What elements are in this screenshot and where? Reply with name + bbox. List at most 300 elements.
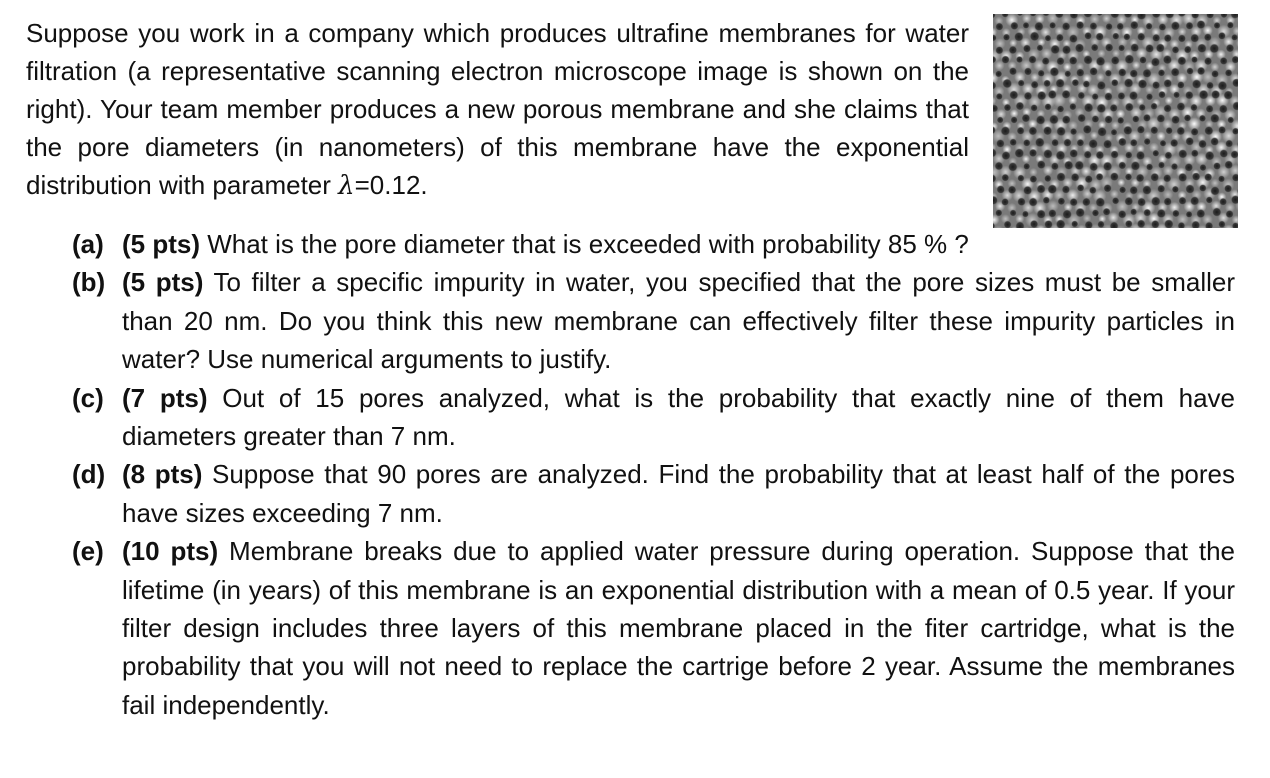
sem-pore: [1096, 173, 1104, 181]
sem-pore: [1192, 172, 1201, 181]
sem-pore: [1192, 79, 1202, 89]
sem-pore: [1069, 103, 1077, 111]
sem-pore: [995, 209, 1003, 217]
intro-text-after: =0.12.: [354, 170, 428, 200]
sem-pore: [1129, 186, 1138, 195]
part-points: (7 pts): [122, 382, 208, 413]
sem-pore: [1204, 126, 1214, 136]
sem-pore: [1049, 22, 1056, 29]
sem-ridge-highlight: [1096, 73, 1105, 82]
sem-pore: [1171, 21, 1181, 31]
sem-pore: [1096, 103, 1106, 113]
sem-pore: [1014, 32, 1024, 42]
sem-pore: [1063, 138, 1072, 147]
sem-pore: [1190, 104, 1198, 112]
sem-pore: [1036, 184, 1046, 194]
sem-pore: [1219, 104, 1228, 113]
sem-pore: [1156, 43, 1166, 53]
sem-pore: [1031, 81, 1039, 89]
sem-pore: [1170, 139, 1179, 148]
sem-pore: [1163, 174, 1172, 183]
sem-pore: [1062, 22, 1071, 31]
sem-pore: [1062, 209, 1072, 219]
sem-pore: [1163, 79, 1172, 88]
sem-pore: [1211, 70, 1219, 78]
sem-pore: [1029, 175, 1037, 183]
sem-pore: [1001, 55, 1010, 64]
part-text: What is the pore diameter that is exceeded with probability 85 % ?: [200, 229, 969, 259]
sem-pore: [1047, 184, 1057, 194]
question-part-a: [72, 225, 1235, 263]
sem-pore: [1024, 92, 1033, 101]
sem-pore: [1143, 209, 1151, 217]
sem-pore: [1145, 23, 1153, 31]
sem-pore: [1172, 186, 1180, 194]
sem-pore: [1125, 102, 1134, 111]
sem-pore: [1152, 81, 1161, 90]
sem-pore: [1191, 56, 1198, 63]
sem-pore: [1109, 104, 1118, 113]
sem-pore: [1185, 91, 1194, 100]
sem-pore: [1117, 92, 1125, 100]
sem-pore: [1118, 161, 1126, 169]
part-label: (e): [72, 536, 104, 567]
sem-pore: [1074, 160, 1084, 170]
sem-pore: [1104, 92, 1113, 101]
sem-pore: [1009, 67, 1018, 76]
sem-pore: [1190, 33, 1200, 43]
sem-pore: [1008, 162, 1018, 172]
sem-pore: [1069, 34, 1078, 43]
sem-pore: [1022, 22, 1029, 29]
sem-pore: [1178, 34, 1187, 43]
sem-pore: [995, 46, 1004, 55]
sem-pore: [1105, 70, 1113, 78]
problem-intro: [26, 14, 969, 205]
sem-pore: [1213, 162, 1221, 170]
sem-pore: [1199, 164, 1207, 172]
sem-pore: [1220, 57, 1228, 65]
sem-pore: [1199, 184, 1207, 192]
sem-pore: [1150, 103, 1158, 111]
sem-pore: [1206, 196, 1214, 204]
sem-pore: [1210, 113, 1220, 123]
part-label: (c): [72, 382, 104, 413]
sem-pore: [1204, 33, 1212, 41]
sem-pore: [997, 116, 1004, 123]
sem-pore: [1084, 103, 1094, 113]
sem-pore: [1227, 116, 1234, 123]
sem-pore: [1213, 22, 1220, 29]
sem-pore: [1057, 197, 1065, 205]
sem-pore: [1030, 104, 1038, 112]
sem-pore: [1076, 68, 1085, 77]
sem-pore: [1118, 44, 1125, 51]
part-points: (10 pts): [122, 536, 219, 567]
sem-pore: [1198, 90, 1208, 100]
sem-pore: [1023, 186, 1033, 196]
sem-pore: [995, 22, 1004, 31]
sem-pore: [1158, 69, 1166, 77]
sem-pore: [1017, 197, 1026, 206]
sem-pore: [1009, 138, 1017, 146]
sem-pore: [1185, 184, 1195, 194]
sem-pore: [1197, 43, 1207, 53]
sem-pore: [1076, 139, 1084, 147]
sem-pore: [1089, 22, 1097, 30]
sem-pore: [1210, 137, 1219, 146]
sem-pore: [1152, 34, 1161, 43]
sem-pore: [1139, 56, 1147, 64]
part-label: (a): [72, 229, 104, 259]
sem-pore: [1049, 67, 1059, 77]
lambda-symbol: λ: [338, 171, 355, 201]
sem-pore: [1083, 55, 1093, 65]
sem-pore: [1163, 197, 1172, 206]
sem-pore: [1117, 117, 1125, 125]
sem-pore: [1056, 172, 1066, 182]
sem-pore: [1037, 160, 1046, 169]
sem-pore: [1023, 139, 1031, 147]
sem-pore: [1021, 114, 1030, 123]
sem-pore: [1205, 105, 1214, 114]
sem-pore: [1218, 175, 1225, 182]
sem-pore: [1110, 172, 1119, 181]
part-points: (5 pts): [122, 229, 200, 259]
sem-pore: [1123, 125, 1133, 135]
sem-pore: [1163, 55, 1173, 65]
sem-pore: [1125, 151, 1133, 159]
sem-pore: [1089, 186, 1097, 194]
sem-pore: [1138, 79, 1148, 89]
sem-pore: [1225, 210, 1234, 219]
sem-pore: [1165, 127, 1173, 135]
sem-pore: [1017, 174, 1025, 182]
sem-pore: [1151, 196, 1161, 206]
sem-pore: [996, 93, 1003, 100]
sem-pore: [1023, 163, 1030, 170]
sem-pore: [1130, 43, 1139, 52]
sem-pore: [1083, 80, 1091, 88]
sem-pore: [1184, 163, 1193, 172]
sem-pore: [1184, 114, 1192, 122]
sem-pore: [1062, 185, 1071, 194]
sem-pore: [1196, 209, 1206, 219]
sem-pore: [1051, 162, 1059, 170]
sem-pore: [1210, 186, 1220, 196]
sem-pore: [1158, 91, 1166, 99]
sem-pore: [1139, 104, 1147, 112]
sem-pore: [1198, 139, 1207, 148]
sem-pore: [1129, 91, 1139, 101]
sem-pore: [1123, 33, 1131, 41]
sem-pore: [1071, 79, 1079, 87]
sem-pore: [1077, 92, 1085, 100]
sem-pore: [1156, 209, 1166, 219]
sem-pore: [1178, 173, 1188, 183]
sem-pore: [1204, 57, 1213, 66]
sem-pore: [1111, 79, 1119, 87]
sem-pore: [1077, 184, 1085, 192]
sem-pore: [1156, 114, 1165, 123]
sem-pore: [1152, 150, 1159, 157]
sem-pore: [1118, 210, 1127, 219]
sem-pore: [1077, 114, 1086, 123]
sem-pore: [1130, 161, 1140, 171]
sem-pore: [1130, 139, 1138, 147]
sem-pore: [1057, 105, 1065, 113]
sem-pore: [1034, 21, 1044, 31]
sem-pore: [1103, 139, 1113, 149]
sem-pore: [1103, 184, 1112, 193]
sem-pore: [1178, 197, 1187, 206]
sem-pore: [1049, 114, 1059, 124]
part-label: (b): [72, 267, 106, 298]
sem-pore: [1022, 211, 1029, 218]
sem-pore: [1024, 67, 1033, 76]
sem-pore: [1146, 93, 1154, 101]
sem-pore: [1137, 197, 1146, 206]
sem-pore: [1056, 57, 1065, 66]
sem-pore: [1136, 173, 1145, 182]
sem-pore: [1219, 198, 1227, 206]
sem-pore: [1191, 149, 1199, 157]
sem-pore: [1069, 56, 1078, 65]
sem-pore: [1231, 34, 1238, 41]
sem-pore: [1151, 57, 1161, 67]
sem-pore: [1076, 21, 1085, 30]
sem-pore: [1003, 34, 1011, 42]
sem-pore: [1062, 45, 1072, 55]
sem-pore: [1110, 129, 1117, 136]
sem-pore: [1172, 46, 1180, 54]
sem-pore: [1119, 186, 1127, 194]
sem-pore: [1185, 137, 1194, 146]
sem-pore: [1124, 54, 1134, 64]
sem-pore: [1190, 128, 1199, 137]
sem-pore: [1064, 70, 1071, 77]
question-part-b: [72, 263, 1235, 378]
sem-pore: [1164, 34, 1173, 43]
part-points: (8 pts): [122, 459, 203, 490]
sem-pore: [1177, 56, 1187, 66]
part-text: Membrane breaks due to applied water pressure during operation. Suppose that the lifetime (in years) of this membrane is an exponential distribution with a mean of 0.5 year. If your filter design includes three layers of this membrane placed in the fiter cartridge, what is the probability that you will not need to replace the cartrige before 2 year. Assume the membranes fail independently.: [122, 536, 1235, 720]
sem-pore: [1051, 139, 1059, 147]
sem-pore: [1082, 197, 1091, 206]
sem-pore: [1096, 56, 1106, 66]
sem-pore: [1226, 44, 1235, 53]
sem-pore: [1044, 103, 1052, 111]
sem-pore: [1217, 81, 1227, 91]
sem-pore: [1110, 150, 1119, 159]
sem-pore: [1015, 102, 1024, 111]
sem-pore: [1104, 115, 1113, 124]
sem-pore: [1009, 209, 1016, 216]
sem-ridge-highlight: [1102, 14, 1111, 23]
sem-pore: [1137, 32, 1146, 41]
sem-pore: [1105, 43, 1114, 52]
sem-pore: [1097, 81, 1107, 91]
sem-pore: [1095, 197, 1105, 207]
sem-pore: [1158, 23, 1166, 31]
sem-pore: [1219, 149, 1228, 158]
sem-pore: [1142, 185, 1152, 195]
sem-pore: [1042, 196, 1050, 204]
sem-pore: [1163, 104, 1172, 113]
sem-pore: [1118, 68, 1127, 77]
sem-pore: [1112, 197, 1120, 205]
sem-pore: [1016, 127, 1024, 135]
sem-pore: [1095, 32, 1104, 41]
sem-pore: [996, 139, 1005, 148]
sem-pore: [1056, 126, 1066, 136]
sem-pore: [1043, 149, 1053, 159]
sem-pore: [1116, 22, 1124, 30]
sem-pore: [1070, 128, 1078, 136]
sem-pore: [1010, 22, 1019, 31]
sem-pore: [1043, 126, 1053, 136]
part-points: (5 pts): [122, 267, 204, 298]
sem-pore: [1092, 93, 1099, 100]
sem-pore: [1009, 90, 1019, 100]
part-text: Suppose that 90 pores are analyzed. Find the probability that at least half of the pores have sizes exceeding 7 nm.: [122, 459, 1235, 528]
sem-pore: [1206, 81, 1214, 89]
sem-pore: [996, 185, 1005, 194]
sem-pore: [1150, 126, 1159, 135]
sem-pore: [1004, 104, 1012, 112]
sem-pore: [1075, 208, 1085, 218]
sem-pore: [1029, 31, 1039, 41]
sem-pore: [1061, 90, 1071, 100]
sem-pore: [1111, 56, 1120, 65]
sem-pore: [1143, 114, 1151, 122]
sem-pore: [1088, 139, 1098, 149]
sem-pore: [1171, 163, 1179, 171]
sem-pore: [1112, 32, 1120, 40]
sem-pore: [1146, 163, 1154, 171]
sem-pore: [1044, 35, 1051, 42]
sem-pore: [1042, 57, 1050, 65]
sem-pore: [1055, 150, 1065, 160]
sem-pore: [1199, 115, 1207, 123]
sem-pore: [1164, 151, 1172, 159]
sem-pore: [1124, 197, 1133, 206]
sem-pore: [1218, 126, 1226, 134]
sem-pore: [1159, 140, 1166, 147]
sem-pore: [1091, 44, 1099, 52]
sem-ridge-highlight: [1117, 179, 1125, 187]
sem-pore: [1014, 148, 1024, 158]
sem-pore: [1124, 78, 1134, 88]
sem-pore: [1143, 138, 1151, 146]
sem-pore: [1082, 125, 1092, 135]
sem-pore: [1000, 126, 1010, 136]
sem-pore: [1036, 209, 1046, 219]
sem-pore: [1224, 160, 1233, 169]
sem-pore: [1050, 44, 1060, 54]
sem-pore: [1036, 115, 1046, 125]
sem-pore-pattern: [993, 14, 1238, 228]
sem-ridge-highlight: [1165, 96, 1173, 104]
sem-pore: [1105, 23, 1113, 31]
sem-pore: [1085, 175, 1094, 184]
sem-pore: [1069, 198, 1078, 207]
sem-pore: [1178, 149, 1188, 159]
sem-pore: [1172, 210, 1180, 218]
intro-text-before: Suppose you work in a company which produces ultrafine membranes for water filtration (a representative scanning electron microscope image is shown on the right). Your team member produces a new porous membrane and she claims that the pore diameters (in nanometers) of this membrane have the exponential distribution with parameter: [26, 18, 969, 200]
sem-pore: [1223, 90, 1233, 100]
sem-pore: [1185, 22, 1193, 30]
sem-pore: [1001, 174, 1009, 182]
sem-pore: [1184, 46, 1192, 54]
sem-pore: [1130, 208, 1137, 215]
sem-pore: [1035, 137, 1045, 147]
sem-pore: [1095, 151, 1104, 160]
sem-pore: [1028, 55, 1037, 64]
sem-pore: [1028, 126, 1037, 135]
sem-pore: [1170, 67, 1180, 77]
sem-pore: [1176, 126, 1185, 135]
sem-pore: [1062, 115, 1071, 124]
sem-pore: [1092, 209, 1100, 217]
sem-pore: [1171, 115, 1180, 124]
sem-pore: [1157, 185, 1166, 194]
sem-pore: [1186, 211, 1193, 218]
sem-pore: [1225, 69, 1233, 77]
sem-pore: [1129, 69, 1138, 78]
sem-pore: [1218, 32, 1226, 40]
sem-pore: [1177, 81, 1185, 89]
sem-pore: [1023, 44, 1032, 53]
sem-pore: [1227, 22, 1234, 29]
sem-pore: [1176, 102, 1185, 111]
sem-pore: [1010, 116, 1018, 124]
sem-pore: [1089, 67, 1098, 76]
sem-pore: [1002, 78, 1012, 88]
sem-pore: [1130, 21, 1139, 30]
sem-pore: [1173, 91, 1180, 98]
sem-pore: [994, 161, 1003, 170]
sem-pore: [1209, 43, 1219, 53]
sem-membrane-image: [993, 14, 1238, 228]
sem-pore: [1097, 127, 1107, 137]
sem-pore: [1036, 44, 1043, 51]
sem-pore: [1001, 151, 1011, 161]
sem-pore: [1016, 56, 1023, 63]
sem-pore: [1190, 196, 1200, 206]
part-text: Out of 15 pores analyzed, what is the probability that exactly nine of them have diameters greater than 7 nm.: [122, 382, 1235, 452]
part-text: To filter a specific impurity in water, you specified that the pore sizes must be smaller than 20 nm. Do you think this new membrane can effectively filter these impurity particles in water? Use numerical arguments to justify.: [122, 267, 1236, 375]
sem-pore: [1103, 161, 1113, 171]
sem-pore: [1142, 68, 1152, 78]
part-label: (d): [72, 459, 106, 490]
sem-pore: [1028, 197, 1038, 207]
sem-pore: [1205, 151, 1215, 161]
sem-pore: [1125, 173, 1133, 181]
sem-pore: [1084, 32, 1092, 40]
sem-pore: [1145, 44, 1154, 53]
sem-pore: [1137, 125, 1146, 134]
sem-pore: [1136, 151, 1146, 161]
sem-pore: [1043, 79, 1051, 87]
sem-pore: [1069, 149, 1078, 158]
question-part-c: [72, 379, 1235, 456]
sem-pore: [1044, 175, 1052, 183]
sem-pore: [1071, 173, 1080, 182]
sem-pore: [1048, 90, 1058, 100]
sem-pore: [1197, 67, 1206, 76]
sem-pore: [1091, 115, 1099, 123]
